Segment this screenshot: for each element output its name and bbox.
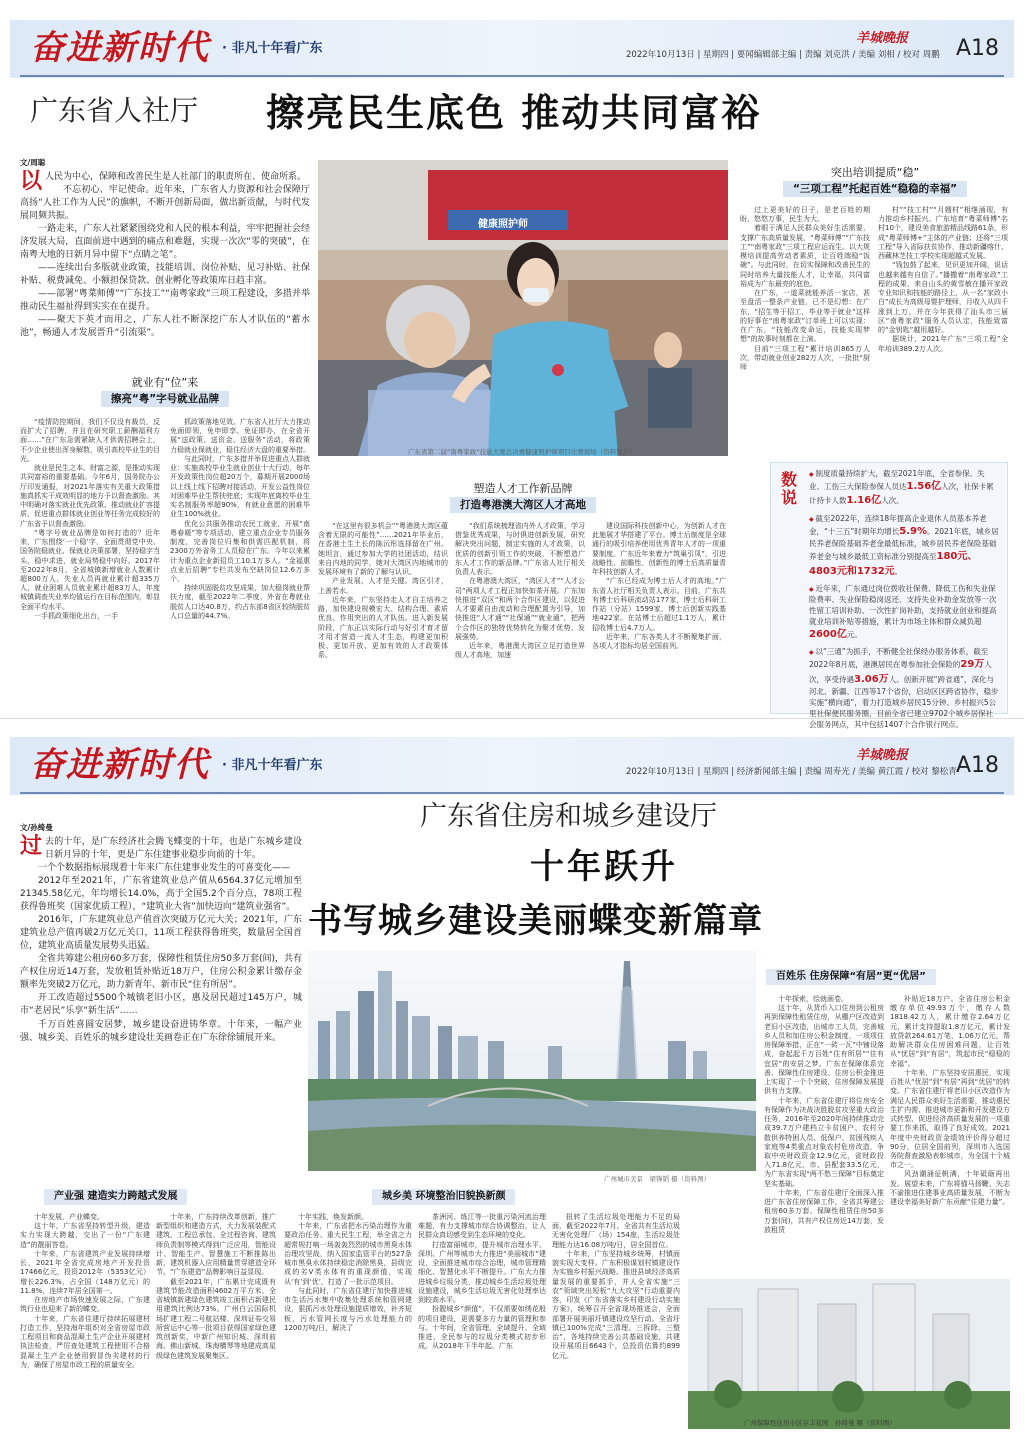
lead-paragraph: 千万百姓喜圆安居梦，城乡建设奋进铸华章。十年来，一幅产业强、城乡美、百姓乐的城乡建设壮美画卷正在广东徐徐铺展开来。 xyxy=(20,1019,302,1043)
photo-caption: 广州保障性住房小区存丰花园 孙绮曼 摄（资料图） xyxy=(744,1419,896,1427)
lead-paragraph: 不忘初心、牢记使命。近年来，广东省人力资源和社会保障厅高扬“人社工作为人民”的旗帜，不断开创新局面，做出新贡献，与时代发展同频共振。 xyxy=(20,184,310,222)
paragraph: 近年来，广东坚持走人才自主培养之路，加快建设规模宏大、结构合理、素质优良、作用突出的人才队伍。进入新发展阶段，广东正以实际行动与好引才育才留才用才营造一流人才生态，构建更加积极、更加开放、更加有效的人才政策体系。 xyxy=(318,595,448,660)
paragraph: “疫情防控期间，我们不仅没有裁员，反而扩大了招聘，并且在研究职工薪酬福利方面……”在广东急需紧缺人才供需招聘会上，不少企业使出浑身解数，吸引高校毕业生的目光。 xyxy=(20,418,160,463)
photo-sign-caregiver: 健康照护师 xyxy=(478,219,528,230)
photo-caption: 广州城市美景 梁锋韬 摄（资料图） xyxy=(604,1175,711,1183)
page-number: A18 xyxy=(956,753,1000,778)
lead-paragraphs xyxy=(20,158,310,366)
paragraph: 风劲潮涌征帆满，十年砥砺再出发。展望未来，广东将锚马扬鞭、矢志不渝推进住建事业高质量发展，不断为建设幸福美好新广东贡献“住建力量”。 xyxy=(890,1170,1010,1207)
paragraph: 产业发展，人才是关键。湾区引才，上善若水。 xyxy=(318,577,448,595)
lead-paragraph: 2012年至2021年，广东省建筑业总产值从6564.37亿元增加至21345.58亿元，年均增长14.0%，高于全国5.2个百分点，78项工程获得鲁班奖（国家优质工程），“建筑业大省”加快迈向“建筑业强省”。 xyxy=(20,876,302,913)
byline: 文/孙绮曼 xyxy=(20,823,53,832)
newspaper-name: 羊城晚报 xyxy=(856,748,909,763)
photo-illustration xyxy=(318,160,728,456)
training-column-1 xyxy=(740,206,870,456)
section-housing-title: 百姓乐 住房保障“有居”更“优居” xyxy=(766,969,936,985)
headline-line-2: 书写城乡建设美丽蝶变新篇章 xyxy=(308,901,763,941)
dropcap: 过 xyxy=(20,833,43,859)
urban-column-1 xyxy=(284,1213,412,1437)
paragraph: 一手抓政策细化出台，一手 xyxy=(34,611,118,620)
paragraph: 这十年，广东省坚持转型升级，建造实力实现大跨越，交出了一份“广东建造”的靓丽答卷。 xyxy=(20,1222,150,1249)
lead-paragraph: 开工改造超过5500个城镇老旧小区，惠及居民超过145万户，城市“老居民”乐享“新生活”…… xyxy=(20,993,302,1017)
paragraph: 十年来，广东省住建厅将住房安全有保障作为决战决胜脱贫攻坚重大政治任务，2016年至2020年间持续推动完成39.7万户建档立卡贫困户、农村分散供养特困人员、低保户、贫困残疾人家庭等4类重点对象农村危房改造，争取中央财政资金12.9亿元，省财政投入71.8亿元，市、县配套33.5亿元，为广东省实现“两不愁三保障”目标奠定坚实基础。 xyxy=(764,1096,884,1188)
data-box xyxy=(770,462,1008,729)
paragraph: 与此同时，广东省住建厅加快推进城市生活污水集中收集处理系统和管网建设，狠抓污水处理设施提质增效，补齐短板，污水管网长度与污水处理能力的1200万吨/日，解决了 xyxy=(284,1286,412,1332)
lead-paragraph: 一路走来，广东人社紧紧围绕党和人民的根本利益，牢牢把握社会经济发展大局，直面前进中遇到的痛点和难题，实现一次次“零的突破”，在南粤大地的日新月异中留下“点睛之笔”。 xyxy=(20,224,310,261)
lead-paragraph: ——聚天下英才而用之，广东人社不断深挖广东人才队伍的“蓄水池”，畅通人才发展晋升“引流渠”。 xyxy=(20,315,310,339)
section-training-title xyxy=(740,166,1010,197)
paragraph: 十年来，广东省住建厅全面深入推进广东省住房保障工作，全省共筹建公租房60多万套、保障性租赁住房50多万套(间)，共有产权住房近14万套，发放租赁 xyxy=(764,1188,884,1234)
data-item: ◆ 截至2022年，连续18年提高企业退休人员基本养老金，“十三五”时期年均增长5.9%。2021年底，城乡居民养老保险基础养老金最低标准，城乡居民养老保险基础养老金与城乡最低工资标准分别提高至180元、4803元和1732元。 xyxy=(809,514,999,579)
paragraph: 近年来，广东各类人才不断聚集扩面，各项人才指标均居全国前列。 xyxy=(592,632,726,651)
paragraph: “广东已经成为博士后人才的高地。”广东省人社厅相关负责人表示。目前，广东共有博士后科研流动站177家，博士后科研工作站（分站）1599家，博士后创新实践基地422家。在站博士后超过1.1万人，累计招收博士后4.7万人。 xyxy=(592,577,726,632)
paragraph: 补贴近18万户。全省住房公积金缴存单位49.93万个，缴存人数1818.42万人，累计缴存2.64万亿元，累计支持提取1.8万亿元，累计发放贷款264.61万笔，1.06万亿元，帮助解决群众住房困难问题，让百姓从“忧居”到“有居”，筑起市民“稳稳的幸福”。 xyxy=(890,995,1010,1068)
section-talent-title xyxy=(318,482,728,513)
paragraph: 在房地产市场快速发展之际，广东建筑行业也迎来了新的蝶变。 xyxy=(20,1296,150,1314)
talent-column-3 xyxy=(592,522,726,712)
headline-line-1: 十年跃升 xyxy=(530,847,678,887)
paragraph: “钱包鼓了起来，见识更加开阔，说话也越来越有自信了。”播撒着“南粤家政”工程的成果，来自山头的黄雪敏在播开家政专业知识和技能的路径上，从一名“家政小白”成长为高级母婴护理师，月收入从四千涨到上万，并在今年获得了汕头市三届区“南粤家政”服务人员认定，技能致富的“金钥匙”越用越好。 xyxy=(878,261,1008,335)
lead-paragraph: ——部署“粤菜师傅”“广东技工”“南粤家政”三项工程建设，多措并举推动民生福祉得到实实在在提升。 xyxy=(20,289,310,313)
paragraph: 十年来，广东省把水污染治理作为重要政治任务、重大民生工程，举全省之力超常规打响一场轰轰烈烈的城市黑臭水体治理攻坚战，纳入国家监管平台的527条城市黑臭水体持续稳定消除黑臭，县级完成的劣V类水体有的重现颜值，实现从‘有’到‘优’，打造了一批示范项目。 xyxy=(284,1222,412,1286)
newspaper-page-bottom xyxy=(0,718,1024,1442)
page-meta: 2022年10月13日 | 星期四 | 经济新闻部主编 | 责编 周寿光 / 美编 黄江霞 / 校对 黎松青 xyxy=(626,767,957,777)
paragraph: 村”“技工村”“月嫂村”相继涌现，有力推动乡村振兴。广东培育“粤菜师傅”名村10个，建设美食旅游精品线路61条，形成“粤菜师傅+”主体的产业链；还将“三项工程”导入省际扶贫协作，推动新疆喀什、西藏林芝技工学校实现超越式发展。 xyxy=(878,206,1008,261)
paragraph: “粤字号就业品牌是如何打造的？近年来，广东围绕‘一个稳’字，全面贯彻党中央、国务院稳就业、保就业决策部署，坚持稳字当头、稳中求进，就业局势稳中向好。2017年至2022年8月，全省城镇新增就业人数累计超800万人，失业人员再就业累计超335万人，就业困难人员就业累计超83万人，年度城镇调查失业率均值运行在目标范围内，彰显全面平均水平。 xyxy=(20,528,160,611)
section-subtitle: 突出培训提质“稳” xyxy=(830,166,920,179)
talent-column-2 xyxy=(455,522,585,712)
paragraph: 茶洲河、练江等一批重污染河流治理难题，有力支撑城市综合协调整治，让人民群众真切感受到生态环境的变化。 xyxy=(418,1213,546,1240)
paragraph: 十年来，广东省建筑产业发展持续增长，2021年全省完成房地产开发投资17466亿元，投资2012年（5353亿元）增长226.3%，占全国（148万亿元）的11.8%，连续7年居全国第一。 xyxy=(20,1249,150,1295)
paragraph: 在粤港澳大湾区，“湾区人才”“人才公司”两项人才工程正加快如茶开展。广东加快推进“双区”和两个合作区建设，以促进人才要素自由流动和合理配置为引导，加快推进“人才通”“社保通”“就业通”，把两个合作区的独特优势转化为聚才优势、发展强势。 xyxy=(455,577,585,641)
newspaper-name: 羊城晚报 xyxy=(856,31,909,46)
paragraph: 过上更美好的日子，是老百姓的期盼、悠悠万事，民生为大。 xyxy=(740,206,870,224)
lead-paragraph: 去的十年，是广东经济社会腾飞蝶变的十年，也是广东城乡建设日新月异的十年，更是广东住建事业稳步向前的十年。 xyxy=(45,836,302,860)
lead-paragraph: 全省共筹建公租房60多万套，保障性租赁住房50多万套(间)，共有产权住房近14万套，发放租赁补贴近18万户，住房公积金累计缴存金额率先突破2万亿元，助力新青年、新市民“住有所居”。 xyxy=(20,954,302,991)
jobs-column-2 xyxy=(170,418,310,712)
page-banner xyxy=(10,20,1014,78)
section-industry-title: 产业强 建造实力跨越式发展 xyxy=(44,1189,187,1205)
paragraph: 十年来，广东省住建厅持续拓展建材打造工作，坚持海年组织对全省房屋市政工程项目和商品混凝土生产企业开展建材执法检查，严厉查处建筑工程使用不合格混凝土生产企业使用假冒伪劣建材的行为，确保了房屋市政工程的质量安全。 xyxy=(20,1314,150,1369)
paragraph: 着眼于满足人民群众美好生活需要，支撑广东高质量发展，“粤菜师傅”“广东技工”“南粤家政”三项工程应运而生。以大规模培训提高劳动者素质，让百姓端稳“饭碗”。与此同时，在切实保障和改善民生的同时培养大量技能人才，让幸福，共同富裕成为广东最亮的底色。 xyxy=(740,224,870,288)
page-banner xyxy=(10,737,1014,795)
photo-caregiver-contest xyxy=(318,160,728,456)
data-box-label: 数说 xyxy=(781,470,798,507)
data-item: ◆ 以“三通”为抓手，不断健全社保经办服务体系，截至2022年8月底，港澳居民在粤参加社会保险的29万人次，享受待遇3.06万人。创新开展“跨省通”，深化与河北、新疆、江西等17个省份，启动区区跨省协作，稳步实施“横向通”，着力打造城乡居民15分钟、乡村振兴5公里社保便民服务圈，目前全省已建立9702个城乡居保社会服务网点，其中包括1407个合作银行网点。 xyxy=(809,647,999,730)
section-title: 打造粤港澳大湾区人才高地 xyxy=(450,497,596,513)
paragraph: 十年来，广东持续改革创新，推广新型组织和建造方式，大力发展装配式建筑，工程总承包、全过程咨询、建筑师负责制等模式得到广泛应用，智能设计、智能生产、智慧施工不断推陈出新，建筑机器人应用精量贯穿建造全环节。“广东建造”品牌影响日益显现。 xyxy=(156,1213,276,1277)
paragraph: 近年来，粤港澳大湾区立足打造世界级人才高地，加速 xyxy=(455,642,585,660)
lead-paragraphs xyxy=(20,823,302,1175)
paragraph: 十年实践，焕发新颜。 xyxy=(298,1213,368,1221)
section-title: “三项工程”托起百姓“稳稳的幸福” xyxy=(783,181,967,197)
section-subtitle: 塑造人才工作新品牌 xyxy=(473,482,573,495)
column-subtitle: · 非凡十年看广东 xyxy=(222,758,323,773)
jobs-column-1 xyxy=(20,418,160,712)
department-name: 广东省人社厅 xyxy=(30,94,199,127)
paragraph: 在广东，一道菜就能养活一家店，甚至盘活一整条产业链，已不是幻想：在广东，“招生等于招工，毕业等于就业”这样的好事在“南粤家政”订单班上可以实现：在广东，“技能改变命运，技能实现梦想”的故事时刻都在上演。 xyxy=(740,289,870,344)
photo-illustration xyxy=(688,1279,1010,1429)
industry-column-1 xyxy=(20,1213,150,1437)
paragraph: 据统计，2021年广东“三项工程”全年培训389.2万人次。 xyxy=(878,335,1008,353)
dropcap: 以 xyxy=(20,168,43,194)
headline: 擦亮民生底色 推动共同富裕 xyxy=(266,91,762,135)
column-logo: 奋进新时代 xyxy=(30,28,210,68)
paragraph: 截至2021年，广东累计完成既有建筑节能改造面积4602万平方米，全省城镇新建绿色建筑竣工面积占新建民用建筑比例达73%。广州白云国际机场扩建工程二号航站楼、深圳证券交易所营运中心等一批项目获得国家绿色建筑创新奖，中新广州知识城、深圳前海、佛山新城、珠海横琴等地建成高星级绿色建筑发展聚集区。 xyxy=(156,1277,276,1360)
column-subtitle: · 非凡十年看广东 xyxy=(222,41,323,56)
section-urban-title: 城乡美 环境整治旧貌换新颜 xyxy=(372,1189,515,1205)
page-number: A18 xyxy=(956,36,1000,61)
section-title: 擦亮“粤”字号就业品牌 xyxy=(101,391,229,407)
paragraph: 十年来，广东坚持城乡统筹，村镇面貌实现大变样。广东积极谋划村镇建设作为实施乡村振兴战略、推进县域经济高质量发展的重要抓手，并人全省实施“三农”领域突出短板“九大攻坚”行动重要内容，印发《广东省落实乡村建设行动实施方案》，统筹召开全省现场推进会，全面部署开展美丽圩镇建设攻坚行动。全省圩镇已100%完成“三清理、三拆除、三整治”，各地持续完善公共基础设施，共建设开展项目6643个，总投资估算约899亿元。 xyxy=(552,1249,680,1360)
data-item: ◆ 制度质量持续扩大，截至2021年底，全省参保、失业、工伤三大保险参保人员达1.56亿人次，社保卡累计持卡人数1.16亿人次。 xyxy=(809,469,999,509)
paragraph: “我们系统梳理省内外人才政策，学习借鉴优秀成果，与时俱进创新发展，研究解决突出问题，制定实施的人才政策，以优质的创新引领工作的突破，不断塑造广东人才工作的新品牌。”广东省人社厅相关负责人表示。 xyxy=(455,522,585,577)
paragraph: 扮靓城乡“颜值”，不仅需要如绣花般的项目建设，更需要多方力量的管理和参与。十年间，全省管理、全域提升、全域推进，全民参与的垃圾分类模式初步形成。从2018年下半年起，广东 xyxy=(418,1305,546,1351)
paragraph: 打造富丽城市，提升城市治理水平。深圳、广州等城市大力推进“美丽城市”建设，全面推进城市综合治理，城市管理精细化、智慧化水平不断提升。广东大力推进城乡垃圾分类，推动城乡生活垃圾处理设施建设，城乡生活垃圾无害化处理率达到较高水平。 xyxy=(418,1240,546,1305)
paragraph: 目前“三项工程”累计培训865万人次，带动就业创业282万人次，一批批“厨师 xyxy=(740,344,870,371)
photo-caption: 广东省第二届“南粤家政”技能大赛总决赛健康照护师项目比赛现场（资料图片） xyxy=(408,448,636,456)
urban-column-2 xyxy=(418,1213,546,1437)
lead-paragraph: 2016年，广东建筑业总产值首次突破万亿元大关；2021年，广东建筑业总产值再破2万亿元关口，11项工程获得鲁班奖，数量居全国首位，建筑业高质量发展势头迅猛。 xyxy=(20,915,302,952)
industry-column-2 xyxy=(156,1213,276,1437)
section-jobs-title xyxy=(20,376,310,407)
photo-public-housing xyxy=(688,1279,1010,1429)
lead-paragraph: 人民为中心，保障和改善民生是人社部门的职责所在、使命所系。 xyxy=(45,171,307,182)
urban-column-3 xyxy=(552,1213,680,1437)
lead-paragraph: 一个个数据指标展现着十年来广东住建事业发生的可喜变化—— xyxy=(38,862,291,873)
department-name: 广东省住房和城乡建设厅 xyxy=(420,801,717,832)
training-column-2 xyxy=(878,206,1008,456)
paragraph: 十年探索，绘就画卷。 xyxy=(778,995,848,1003)
photo-guangzhou-skyline xyxy=(308,951,756,1171)
paragraph: 优化公共服务推动农民工就业，开展“南粤春暖”等专项活动，建立重点企业专员服务制度，完善岗位归集和供需匹配机制，将2300万外省务工人员稳在广东。今年以来累计为重点企业新招员工10.1万多人。“金福惠点业后招聘”专栏共发布空缺岗位12.6万多个。 xyxy=(170,519,310,583)
paragraph: 建设国际科技创新中心，为创新人才在此施展才华搭建了平台。博士后制度是全球通行的吸引培养使用优秀青年人才的一项重要制度。广东近年来着力“筑巢引凤”，引进战略性、前瞻性、创新性的博士后高质量青年科技创新人才。 xyxy=(592,522,726,577)
talent-column-1 xyxy=(318,522,448,712)
paragraph: 这十年，从货币入口住房到公租房再到保障性租赁住房，从棚户区改造到老旧小区改造，出城市工人员，完善城乡人员和加住房公积金制度，一项项住房保障举措，正在“一砖一瓦”中铺设落成，奋起起千万百姓“住有所居”“住有宜居”的安居之梦。广东在保障体系完善、保障性住房建设、住房公积金推进上实现了一个个突破，住房保障发展提供有力支撑。 xyxy=(764,1004,884,1096)
data-item: ◆ 近年来，广东通过岗位拨收社保费、降低工伤和失业保险费率、失业保险稳岗返还、支持失业补助金发放等一次性留工培训补助、一次性扩岗补助，支持就业创业和提高就业培训补贴等措施，累计为市场主体和群众减负超2600亿元。 xyxy=(809,584,999,642)
paragraph: 持续巩固脱贫攻坚成果，加大稳岗就业帮扶力度，截至2022年二季度，外省在粤就业脱贫人口达40.8万，约占东部8省区较纳脱贫人口总量的44.7%。 xyxy=(170,584,310,620)
paragraph: 十年发展，产业蝶变。 xyxy=(34,1213,104,1221)
photo-illustration xyxy=(308,951,756,1171)
page-meta: 2022年10月13日 | 星期四 | 要闻编辑部主编 | 责编 刘克洪 / 美编 刘相 / 校对 周鹏 xyxy=(626,50,940,60)
paragraph: 十年来，广东坚持安居惠民，实现百姓从“忧居”到“有居”再到“优居”的转变。广东省住建厅将老旧小区改造作为满足人民群众美好生活需要，推动惠民生扩内需、推进城市更新和开发建设方式转型、促进经济高质量发展的一项重要工作来抓，取得了良好成效。2021年度中央财政资金绩效评价得分超过90分，位居全国前列，深圳市入选国务院督查激励表彰城市，为全国十个城市之一。 xyxy=(890,1068,1010,1170)
lead-paragraph: ——连续出台多版就业政策，技能培训、岗位补贴、见习补贴、社保补贴、税费减免、小额担保贷款、创业孵化等政策库日趋丰富。 xyxy=(20,263,310,287)
paragraph: 与此同时，广东多措并举促进重点人群就业：实施高校毕业生就业创业十大行动，每年开发政策性岗位超20万个，募期开展2000场以上线上线下招聘对接活动，开发公益性岗位对困难毕业生帮扶兜底；实现年底离校毕业生实名制服务率超90%，有就业意愿的困难毕业生100%就业。 xyxy=(170,454,310,519)
byline: 文/周聪 xyxy=(20,158,46,167)
column-logo: 奋进新时代 xyxy=(30,745,210,785)
paragraph: 抓政策落地见效。广东省人社厅大力推动免面即领，免申即享、免证即办，在全省开展“送政策、送资金、送服务”活动，将政策力稳就业保就业，稳住经济大盘的重要举措。 xyxy=(170,418,310,454)
paragraph: 就业是民生之本、财富之源，是推动实现共同富裕的重要基础。今年6月，国务院办公厅印发通报，对2021年落实有关重大政策措施真抓实干成效明显的地方予以督查激励。其中明确对落实就业优先政策、推动就业扩容提质、促进重点群体就业创业等任务完成较好的广东省予以督查激励。 xyxy=(20,464,160,528)
section-subtitle: 就业有“位”来 xyxy=(131,376,199,389)
paragraph: 扭转了生活垃圾处理能力不足的局面，截至2022年7月，全省共有生活垃圾无害化处理厂（场）154座，生活垃圾处理能力达16.08万吨/日，居全国首位。 xyxy=(552,1213,680,1249)
paragraph: “在这里有很多机会”“粤港澳大湾区蕴含着无限的可能性”……2021年毕业后，在香港土生土长的陈沅彤选择留在广州。她坦言，通过参加大学的社团活动，结识来自内地的同学，她对大湾区内地城市的发展环境有了新的了解与认识。 xyxy=(318,522,448,577)
